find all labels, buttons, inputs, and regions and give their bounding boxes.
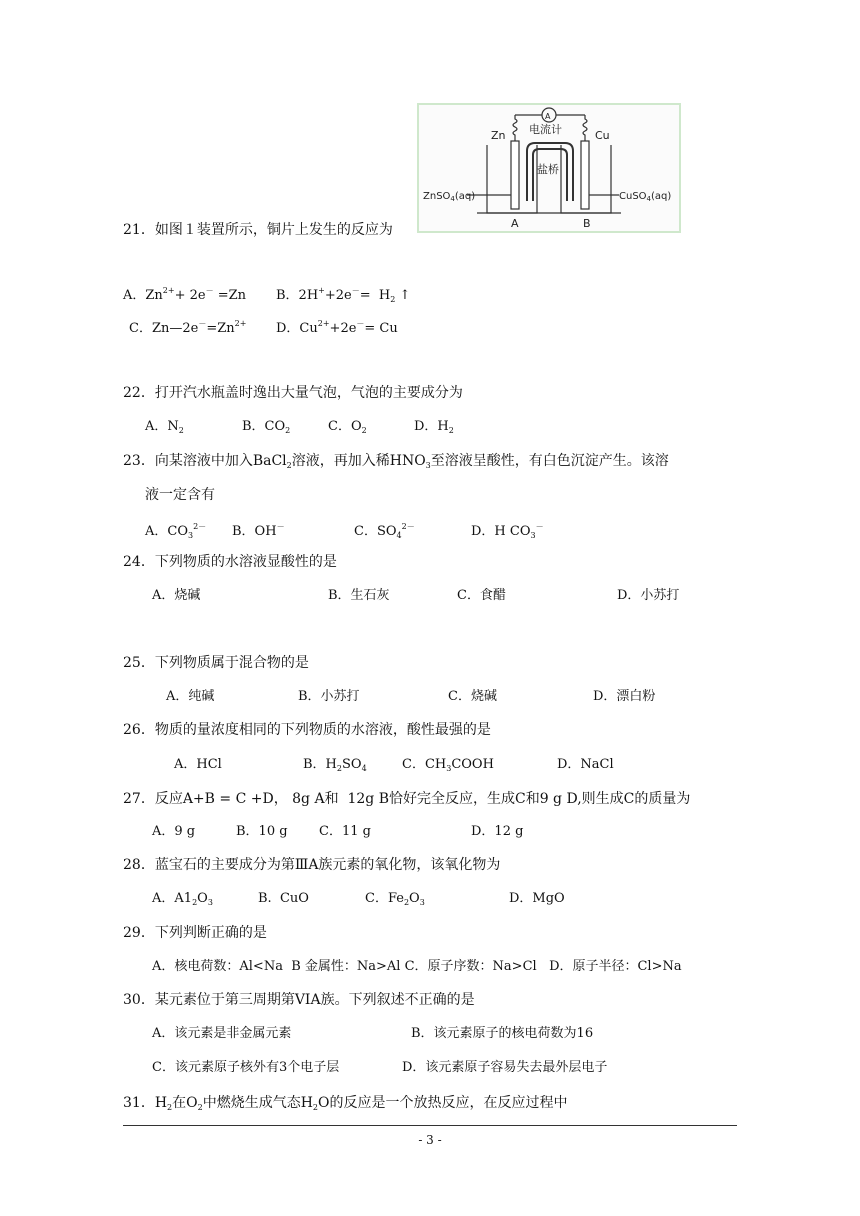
beaker-a-label: A <box>511 217 519 230</box>
q23-option-a: A．$CO_3^{2-}$ <box>145 522 207 540</box>
q27-option-c: C．11 g <box>319 824 371 839</box>
q24-option-a: A．烧碱 <box>152 588 201 603</box>
q22-option-b: B．$CO_2$ <box>242 419 291 435</box>
q27-option-d: D．12 g <box>471 824 524 839</box>
q22-stem: 22．打开汽水瓶盖时逸出大量气泡，气泡的主要成分为 <box>123 385 463 401</box>
q25-option-b: B．小苏打 <box>298 689 360 704</box>
q25-stem: 25．下列物质属于混合物的是 <box>123 655 309 671</box>
cu-electrode-label: Cu <box>595 129 610 142</box>
q21-option-b: B．$2H^++2e^-= H_2$ ↑ <box>276 286 411 304</box>
q31-stem: 31．$H_2$在$O_2$中燃烧生成气态$H_2O$的反应是一个放热反应，在反应过程中 <box>123 1095 568 1112</box>
q28-option-c: C．$Fe_2O_3$ <box>365 891 425 907</box>
q22-option-c: C．$O_2$ <box>328 419 367 435</box>
q21-option-c: C．$Zn—2e^-=Zn^{2+}$ <box>129 319 247 336</box>
q23-stem-line2: 液一定含有 <box>145 487 215 503</box>
q23-option-b: B．OH－ <box>232 522 285 539</box>
cuso4-label: CuSO$_4$(aq) <box>619 191 672 203</box>
ammeter-symbol: A <box>545 112 551 121</box>
q27-option-a: A．9 g <box>152 824 196 839</box>
galvanic-cell-diagram <box>419 105 679 231</box>
q24-option-c: C．食醋 <box>457 588 506 603</box>
q26-option-b: B．$H_2SO_4$ <box>303 757 367 773</box>
zn-electrode-label: Zn <box>491 129 506 142</box>
q29-stem: 29．下列判断正确的是 <box>123 925 267 941</box>
q30-option-b: B．该元素原子的核电荷数为16 <box>411 1026 594 1041</box>
salt-bridge-label: 盐桥 <box>537 163 559 176</box>
q27-option-b: B．10 g <box>236 824 288 839</box>
q23-stem-line1: 23．向某溶液中加入BaCl$_2$溶液，再加入稀$HNO_3$至溶液呈酸性，有白色沉淀产生。该溶 <box>123 453 669 470</box>
q30-stem: 30．某元素位于第三周期第VIA族。下列叙述不正确的是 <box>123 992 475 1008</box>
q30-option-d: D．该元素原子容易失去最外层电子 <box>402 1060 608 1075</box>
znso4-label: ZnSO$_4$(aq) <box>423 191 476 203</box>
q21-options-ab: A．$Zn^{2+}+ 2e^- =Zn$ <box>123 286 247 303</box>
q25-option-d: D．漂白粉 <box>593 689 656 704</box>
q28-option-d: D．MgO <box>509 891 565 906</box>
footer-rule <box>123 1125 737 1126</box>
q24-option-b: B．生石灰 <box>328 588 390 603</box>
ammeter-label: 电流计 <box>529 123 562 136</box>
q29-options: A．核电荷数：Al<Na B 金属性：Na>Al C．原子序数：Na>Cl D．原子半径：Cl>Na <box>152 959 682 974</box>
q23-option-c: C．$SO_4^{2-}$ <box>354 522 415 540</box>
q28-option-b: B. CuO <box>258 891 309 906</box>
q25-option-c: C．烧碱 <box>448 689 497 704</box>
q30-option-a: A．该元素是非金属元素 <box>152 1026 292 1041</box>
q25-option-a: A．纯碱 <box>166 689 215 704</box>
q26-option-c: C．$CH_3COOH$ <box>402 757 494 773</box>
q21-stem: 21．如图１装置所示，铜片上发生的反应为 <box>123 222 393 238</box>
q22-option-a: A．$N_2$ <box>145 419 184 435</box>
q28-stem: 28．蓝宝石的主要成分为第ⅢA族元素的氧化物，该氧化物为 <box>123 857 501 873</box>
galvanic-cell-figure <box>417 103 681 233</box>
q26-option-a: A．HCl <box>174 757 222 772</box>
q26-option-d: D．NaCl <box>557 757 614 772</box>
q24-stem: 24．下列物质的水溶液显酸性的是 <box>123 554 337 570</box>
q23-option-d: D．H $CO_3^-$ <box>471 522 544 540</box>
q26-stem: 26．物质的量浓度相同的下列物质的水溶液，酸性最强的是 <box>123 722 491 738</box>
q30-option-c: C．该元素原子核外有3个电子层 <box>152 1060 340 1075</box>
q24-option-d: D．小苏打 <box>617 588 680 603</box>
q28-option-a: A．$A1_2O_3$ <box>152 891 213 907</box>
page-number: - 3 - <box>418 1133 442 1147</box>
q27-stem: 27．反应A+B = C +D， 8g A和 12g B恰好完全反应，生成C和9 g D,则生成C的质量为 <box>123 791 691 807</box>
beaker-b-label: B <box>583 217 591 230</box>
q21-option-d: D．$Cu^{2+}+2e^-= Cu$ <box>276 319 398 336</box>
q22-option-d: D．$H_2$ <box>414 419 454 435</box>
